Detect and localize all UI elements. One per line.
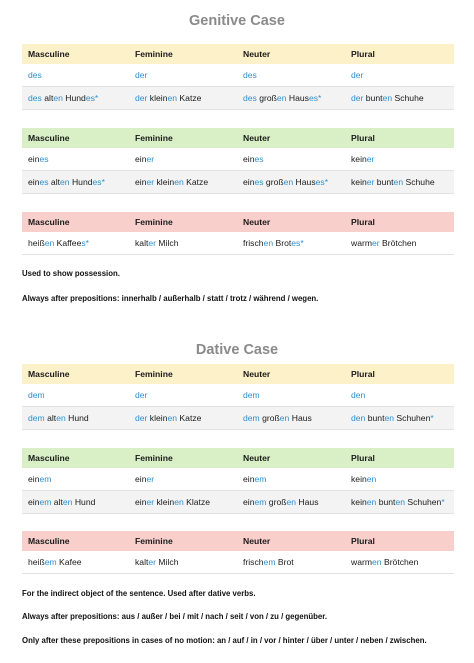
genitive-title: Genitive Case [189, 13, 285, 29]
header-row [22, 531, 454, 551]
article-cell: keinen [345, 468, 454, 491]
genitive-note-usage: Used to show possession. [22, 269, 120, 278]
table-row [22, 468, 454, 491]
header-plural: Plural [345, 531, 454, 551]
header-feminine: Feminine [129, 128, 237, 148]
header-plural: Plural [345, 128, 454, 148]
table-row [22, 491, 454, 514]
header-plural: Plural [345, 364, 454, 384]
genitive-note-prepositions: Always after prepositions: innerhalb / außerhalb / statt / trotz / während / wegen. [22, 294, 319, 303]
header-masculine: Masculine [22, 364, 129, 384]
example-cell: frischen Brotes* [237, 232, 345, 255]
header-row [22, 128, 454, 148]
article-cell: dem [22, 384, 129, 407]
header-neuter: Neuter [237, 44, 345, 64]
article-cell: einem [237, 468, 345, 491]
genitive-definite-table [22, 44, 454, 110]
header-feminine: Feminine [129, 448, 237, 468]
table-row [22, 171, 454, 194]
header-feminine: Feminine [129, 364, 237, 384]
header-row [22, 448, 454, 468]
header-feminine: Feminine [129, 44, 237, 64]
header-masculine: Masculine [22, 448, 129, 468]
example-cell: heißem Kafee [22, 551, 129, 574]
example-cell: heißen Kaffees* [22, 232, 129, 255]
article-cell: dem [237, 384, 345, 407]
header-masculine: Masculine [22, 531, 129, 551]
article-cell: der [129, 64, 237, 87]
header-masculine: Masculine [22, 128, 129, 148]
article-cell: einem [22, 468, 129, 491]
header-neuter: Neuter [237, 128, 345, 148]
example-cell: dem alten Hund [22, 407, 129, 430]
dative-note-no-motion: Only after these prepositions in cases of no motion: an / auf / in / vor / hinter / über / unter / neben / zwischen. [22, 636, 427, 645]
example-cell: kalter Milch [129, 551, 237, 574]
example-cell: einer kleinen Katze [129, 171, 237, 194]
header-neuter: Neuter [237, 448, 345, 468]
header-plural: Plural [345, 212, 454, 232]
example-cell: der kleinen Katze [129, 407, 237, 430]
example-cell: einer kleinen Klatze [129, 491, 237, 514]
header-plural: Plural [345, 44, 454, 64]
table-row [22, 64, 454, 87]
article-cell: einer [129, 148, 237, 171]
table-row [22, 87, 454, 110]
example-cell: keiner bunten Schuhe [345, 171, 454, 194]
example-cell: der kleinen Katze [129, 87, 237, 110]
example-cell: einem großen Haus [237, 491, 345, 514]
example-cell: den bunten Schuhen* [345, 407, 454, 430]
dative-note-prepositions: Always after prepositions: aus / außer / bei / mit / nach / seit / von / zu / gegenüber. [22, 612, 328, 621]
example-cell: eines großen Hauses* [237, 171, 345, 194]
dative-definite-table [22, 364, 454, 430]
example-cell: des alten Hundes* [22, 87, 129, 110]
article-cell: eines [237, 148, 345, 171]
article-cell: der [129, 384, 237, 407]
table-row [22, 232, 454, 255]
article-cell: des [22, 64, 129, 87]
header-masculine: Masculine [22, 44, 129, 64]
example-cell: keinen bunten Schuhen* [345, 491, 454, 514]
header-neuter: Neuter [237, 364, 345, 384]
header-masculine: Masculine [22, 212, 129, 232]
example-cell: frischem Brot [237, 551, 345, 574]
header-neuter: Neuter [237, 531, 345, 551]
example-cell: des großen Hauses* [237, 87, 345, 110]
header-row [22, 44, 454, 64]
header-row [22, 364, 454, 384]
example-cell: eines alten Hundes* [22, 171, 129, 194]
dative-note-usage: For the indirect object of the sentence. Used after dative verbs. [22, 589, 256, 598]
example-cell: dem großen Haus [237, 407, 345, 430]
table-row [22, 384, 454, 407]
article-cell: den [345, 384, 454, 407]
header-row [22, 212, 454, 232]
genitive-indefinite-table [22, 128, 454, 194]
article-cell: eines [22, 148, 129, 171]
article-cell: keiner [345, 148, 454, 171]
header-neuter: Neuter [237, 212, 345, 232]
table-row [22, 407, 454, 430]
example-cell: einem alten Hund [22, 491, 129, 514]
example-cell: kalter Milch [129, 232, 237, 255]
article-cell: einer [129, 468, 237, 491]
article-cell: der [345, 64, 454, 87]
example-cell: warmen Brötchen [345, 551, 454, 574]
table-row [22, 551, 454, 574]
dative-title: Dative Case [195, 342, 279, 358]
header-feminine: Feminine [129, 212, 237, 232]
dative-no-article-table [22, 531, 454, 574]
header-feminine: Feminine [129, 531, 237, 551]
example-cell: warmer Brötchen [345, 232, 454, 255]
dative-indefinite-table [22, 448, 454, 514]
genitive-no-article-table [22, 212, 454, 255]
header-plural: Plural [345, 448, 454, 468]
article-cell: des [237, 64, 345, 87]
example-cell: der bunten Schuhe [345, 87, 454, 110]
table-row [22, 148, 454, 171]
